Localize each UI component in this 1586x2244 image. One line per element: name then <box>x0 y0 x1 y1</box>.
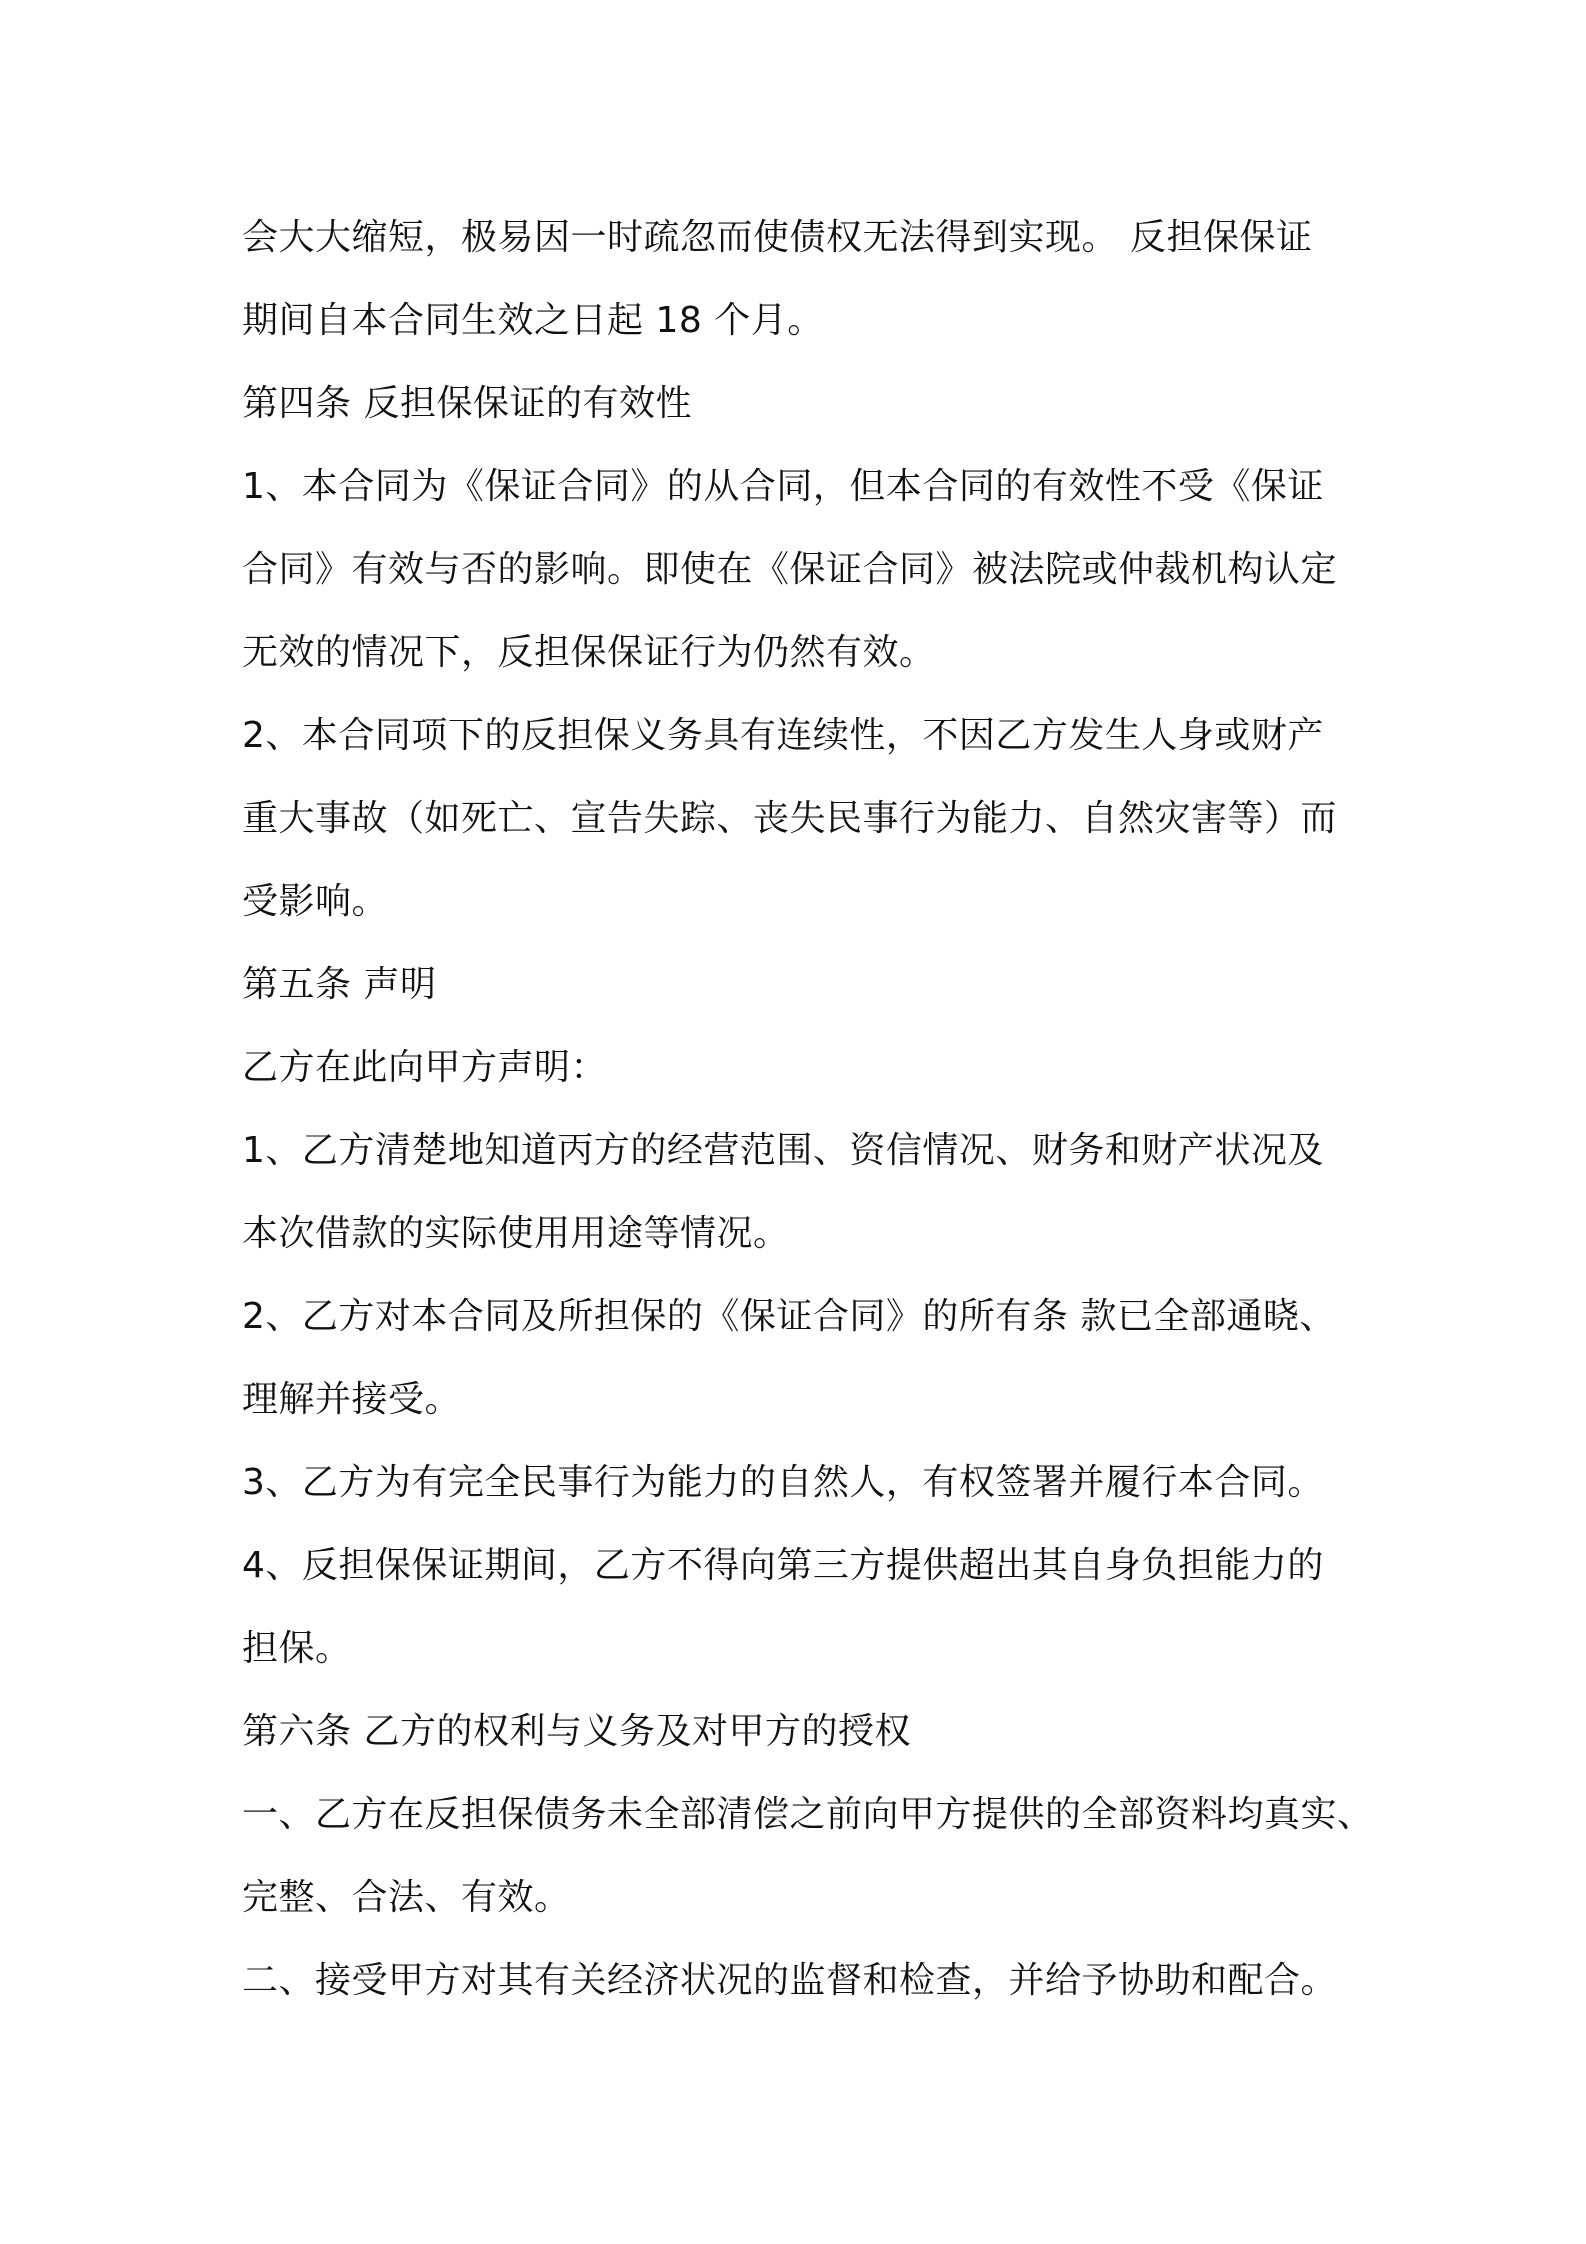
text-line: 重大事故（如死亡、宣告失踪、丧失民事行为能力、自然灾害等）而 <box>242 798 1338 839</box>
article-heading: 第五条 声明 <box>242 964 437 1005</box>
text-line: 担保。 <box>242 1628 352 1669</box>
text-line: 2、本合同项下的反担保义务具有连续性，不因乙方发生人身或财产 <box>242 715 1324 756</box>
text-line: 3、乙方为有完全民事行为能力的自然人，有权签署并履行本合同。 <box>242 1462 1324 1503</box>
document-body <box>242 196 1372 2022</box>
text-line: 合同》有效与否的影响。即使在《保证合同》被法院或仲裁机构认定 <box>242 549 1338 590</box>
text-line: 受影响。 <box>242 881 389 922</box>
text-line: 会大大缩短，极易因一时疏忽而使债权无法得到实现。 反担保保证 <box>242 217 1313 258</box>
text-line: 完整、合法、有效。 <box>242 1877 571 1918</box>
article-heading: 第六条 乙方的权利与义务及对甲方的授权 <box>242 1711 911 1752</box>
text-line: 期间自本合同生效之日起 18 个月。 <box>242 300 824 341</box>
text-line: 1、本合同为《保证合同》的从合同，但本合同的有效性不受《保证 <box>242 466 1324 507</box>
text-line: 1、乙方清楚地知道丙方的经营范围、资信情况、财务和财产状况及 <box>242 1130 1324 1171</box>
text-line: 无效的情况下，反担保保证行为仍然有效。 <box>242 632 936 673</box>
text-line: 理解并接受。 <box>242 1379 462 1420</box>
text-line: 本次借款的实际使用用途等情况。 <box>242 1213 790 1254</box>
text-line: 2、乙方对本合同及所担保的《保证合同》的所有条 款已全部通晓、 <box>242 1296 1336 1337</box>
text-line: 乙方在此向甲方声明： <box>242 1047 608 1088</box>
text-line: 4、反担保保证期间，乙方不得向第三方提供超出其自身负担能力的 <box>242 1545 1324 1586</box>
article-heading: 第四条 反担保保证的有效性 <box>242 383 692 424</box>
text-line: 一、乙方在反担保债务未全部清偿之前向甲方提供的全部资料均真实、 <box>242 1794 1374 1835</box>
text-line: 二、接受甲方对其有关经济状况的监督和检查，并给予协助和配合。 <box>242 1960 1338 2001</box>
